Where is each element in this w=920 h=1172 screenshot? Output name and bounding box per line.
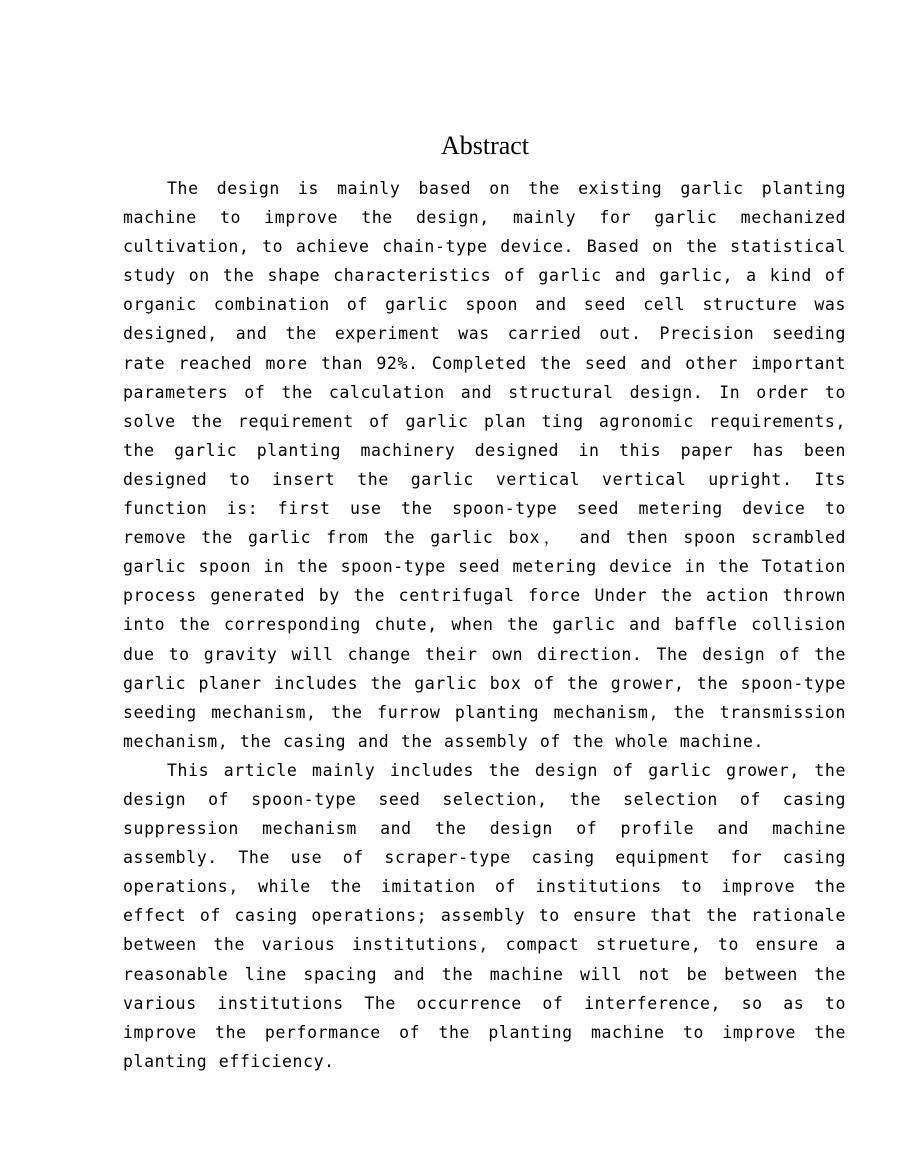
abstract-paragraph-1: The design is mainly based on the existing garlic planting machine to improve the design, mainly for garlic mechanized cultivation, to achieve chain-type device. Based on the statistical study on the shape characteristics of garlic and garlic, a kind of organic combination of garlic spoon and seed cell structure was designed, and the experiment was carried out. Precision seeding rate reached more than 92%. Completed the seed and other important parameters of the calculation and structural design. In order to solve the requirement of garlic plan ting agronomic requirements, the garlic planting machinery designed in this paper has been designed to insert the garlic vertical vertical upright. Its function is: first use the spoon-type seed metering device to remove the garlic from the garlic box， and then spoon scrambled garlic spoon in the spoon-type seed metering device in the Totation process generated by the centrifugal force Under the action thrown into the corresponding chute, when the garlic and baffle collision due to gravity will change their own direction. The design of the garlic planer includes the garlic box of the grower, the spoon-type seeding mechanism, the furrow planting mechanism, the transmission mechanism, the casing and the assembly of the whole machine. — [123, 179, 846, 751]
abstract-title: Abstract — [440, 131, 530, 160]
abstract-body — [123, 174, 846, 1076]
abstract-paragraph-2: This article mainly includes the design of garlic grower, the design of spoon-type seed selection, the selection of casing suppression mechanism and the design of profile and machine assembly. The use of scraper-type casing equipment for casing operations, while the imitation of institutions to improve the effect of casing operations; assembly to ensure that the rationale between the various institutions, compact strueture, to ensure a reasonable line spacing and the machine will not be between the various institutions The occurrence of interference, so as to improve the performance of the planting machine to improve the planting efficiency. — [123, 760, 846, 1071]
